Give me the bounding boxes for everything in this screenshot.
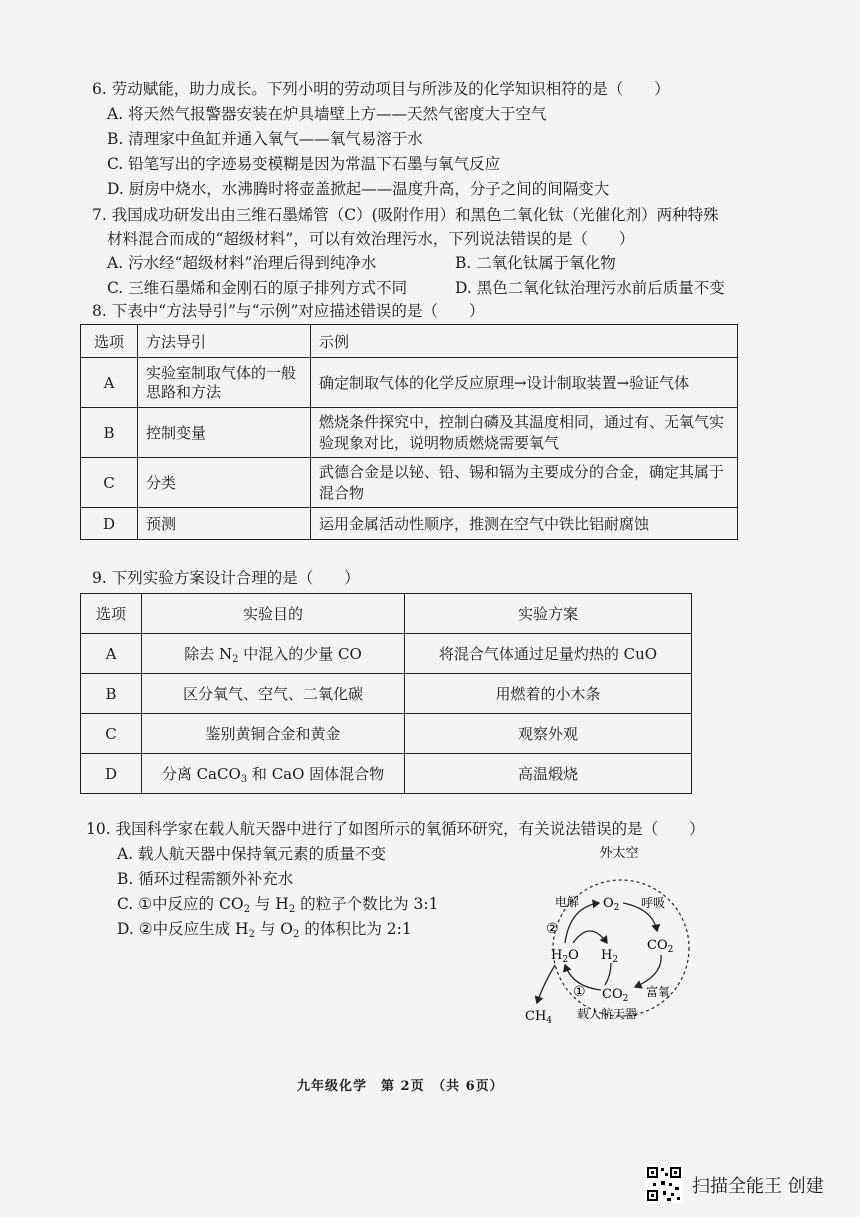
table-header-row xyxy=(81,325,738,358)
table-cell: 控制变量 xyxy=(138,408,311,458)
column-header: 选项 xyxy=(81,594,142,634)
h2o-label: $H_2O$ xyxy=(551,948,579,965)
q6-stem: 6. 劳动赋能，助力成长。下列小明的劳动项目与所涉及的化学知识相符的是（ ） xyxy=(92,80,670,98)
table-cell xyxy=(142,634,405,674)
table-cell: 预测 xyxy=(138,508,311,540)
q6-option-b: B. 清理家中鱼缸并通入氧气——氧气易溶于水 xyxy=(107,130,423,148)
q6-option-c: C. 铅笔写出的字迹易变模糊是因为常温下石墨与氧气反应 xyxy=(107,155,501,173)
table-row xyxy=(81,754,692,794)
co2-right-label: $CO_2$ xyxy=(647,938,674,955)
table-cell: B xyxy=(81,674,142,714)
table-cell: 运用金属活动性顺序，推测在空气中铁比铝耐腐蚀 xyxy=(311,508,738,540)
goal-text: 除去 N xyxy=(184,645,233,663)
table-cell: 燃烧条件探究中，控制白磷及其温度相同，通过有、无氧气实验现象对比，说明物质燃烧需要氧气 xyxy=(311,408,738,458)
table-row xyxy=(81,714,692,754)
table-cell: 将混合气体通过足量灼热的 CuO xyxy=(405,634,692,674)
h2-label: $H_2$ xyxy=(601,948,619,965)
circle1-label: ① xyxy=(573,984,586,1000)
q6-option-a: A. 将天然气报警器安装在炉具墙壁上方——天然气密度大于空气 xyxy=(107,105,547,123)
column-header: 实验方案 xyxy=(405,594,692,634)
table-cell: 鉴别黄铜合金和黄金 xyxy=(142,714,405,754)
goal-text: 分离 CaCO xyxy=(161,765,241,783)
table-header-row xyxy=(81,594,692,634)
table-row xyxy=(81,508,738,540)
subscript: 3 xyxy=(240,774,248,785)
q6-option-d: D. 厨房中烧水，水沸腾时将壶盖掀起——温度升高，分子之间的间隔变大 xyxy=(107,180,610,198)
q7-option-d: D. 黑色二氧化钛治理污水前后质量不变 xyxy=(455,279,725,297)
table-row xyxy=(81,458,738,508)
goal-text: 中混入的少量 CO xyxy=(238,645,362,663)
circle2-label: ② xyxy=(546,921,559,937)
table-cell: D xyxy=(81,754,142,794)
table-cell: 区分氧气、空气、二氧化碳 xyxy=(142,674,405,714)
q7-stem-line2: 材料混合而成的“超级材料”，可以有效治理污水，下列说法错误的是（ ） xyxy=(107,230,635,248)
electrolysis-label: 电解 xyxy=(555,895,580,909)
column-header: 方法导引 xyxy=(138,325,311,358)
q7-stem-line1: 7. 我国成功研发出由三维石墨烯管（C）(吸附作用）和黑色二氧化钛（光催化剂）两种特殊 xyxy=(92,206,719,224)
qr-code-icon xyxy=(645,1165,683,1203)
table-cell: 确定制取气体的化学反应原理→设计制取装置→验证气体 xyxy=(311,358,738,408)
q9-stem: 9. 下列实验方案设计合理的是（ ） xyxy=(92,569,360,587)
table-cell: A xyxy=(81,634,142,674)
arrow-to-ch4 xyxy=(537,965,555,1003)
table-row xyxy=(81,634,692,674)
o2-top-label: $O_2$ xyxy=(603,896,620,913)
breath-label: 呼吸 xyxy=(641,896,666,910)
oxygen-cycle-diagram xyxy=(515,845,715,1030)
q10-option-a: A. 载人航天器中保持氧元素的质量不变 xyxy=(117,845,387,863)
q7-option-a: A. 污水经“超级材料”治理后得到纯净水 xyxy=(107,254,377,272)
table-cell: 高温煅烧 xyxy=(405,754,692,794)
arrow-h2o-to-h2 xyxy=(573,931,607,943)
column-header: 选项 xyxy=(81,325,138,358)
goal-text: 和 CaO 固体混合物 xyxy=(247,765,385,783)
q10-option-d: D. ②中反应生成 $H_2$ 与 $O_2$ 的体积比为 2:1 xyxy=(117,920,412,940)
q7-option-c: C. 三维石墨烯和金刚石的原子排列方式不同 xyxy=(107,279,408,297)
table-cell: 用燃着的小木条 xyxy=(405,674,692,714)
table-cell: 观察外观 xyxy=(405,714,692,754)
table-cell: 武德合金是以铋、铅、锡和镉为主要成分的合金，确定其属于混合物 xyxy=(311,458,738,508)
page-footer: 九年级化学 第 2页 （共 6页） xyxy=(297,1079,504,1094)
table-cell: 分类 xyxy=(138,458,311,508)
table-cell: C xyxy=(81,714,142,754)
enrich-label: 富氧 xyxy=(646,985,671,999)
spacecraft-label: 载人航天器 xyxy=(577,1007,638,1021)
q8-table xyxy=(80,324,738,540)
column-header: 示例 xyxy=(311,325,738,358)
q10-stem: 10. 我国科学家在载人航天器中进行了如图所示的氧循环研究，有关说法错误的是（ ） xyxy=(86,820,705,838)
table-cell: B xyxy=(81,408,138,458)
table-row xyxy=(81,674,692,714)
q10-option-b: B. 循环过程需额外补充水 xyxy=(117,870,294,888)
q10-option-c: C. ①中反应的 $CO_2$ 与 $H_2$ 的粒子个数比为 3:1 xyxy=(117,895,439,915)
scanner-watermark: 扫描全能王 创建 xyxy=(692,1176,824,1197)
ch4-label: $CH_4$ xyxy=(525,1009,553,1026)
q7-option-b: B. 二氧化钛属于氧化物 xyxy=(455,254,616,272)
table-cell: 实验室制取气体的一般思路和方法 xyxy=(138,358,311,408)
arrow-enrich xyxy=(635,955,661,987)
arrow-h2-in xyxy=(605,963,611,985)
co2-bottom-label: $CO_2$ xyxy=(602,987,629,1004)
q9-table xyxy=(80,593,692,794)
table-cell: D xyxy=(81,508,138,540)
table-cell xyxy=(142,754,405,794)
q8-stem: 8. 下表中“方法导引”与“示例”对应描述错误的是（ ） xyxy=(92,302,485,320)
table-row xyxy=(81,358,738,408)
outer-space-label: 外太空 xyxy=(599,846,639,861)
column-header: 实验目的 xyxy=(142,594,405,634)
table-cell: A xyxy=(81,358,138,408)
arrow-electrolysis xyxy=(565,903,599,943)
table-cell: C xyxy=(81,458,138,508)
table-row xyxy=(81,408,738,458)
subscript: 2 xyxy=(232,654,239,665)
